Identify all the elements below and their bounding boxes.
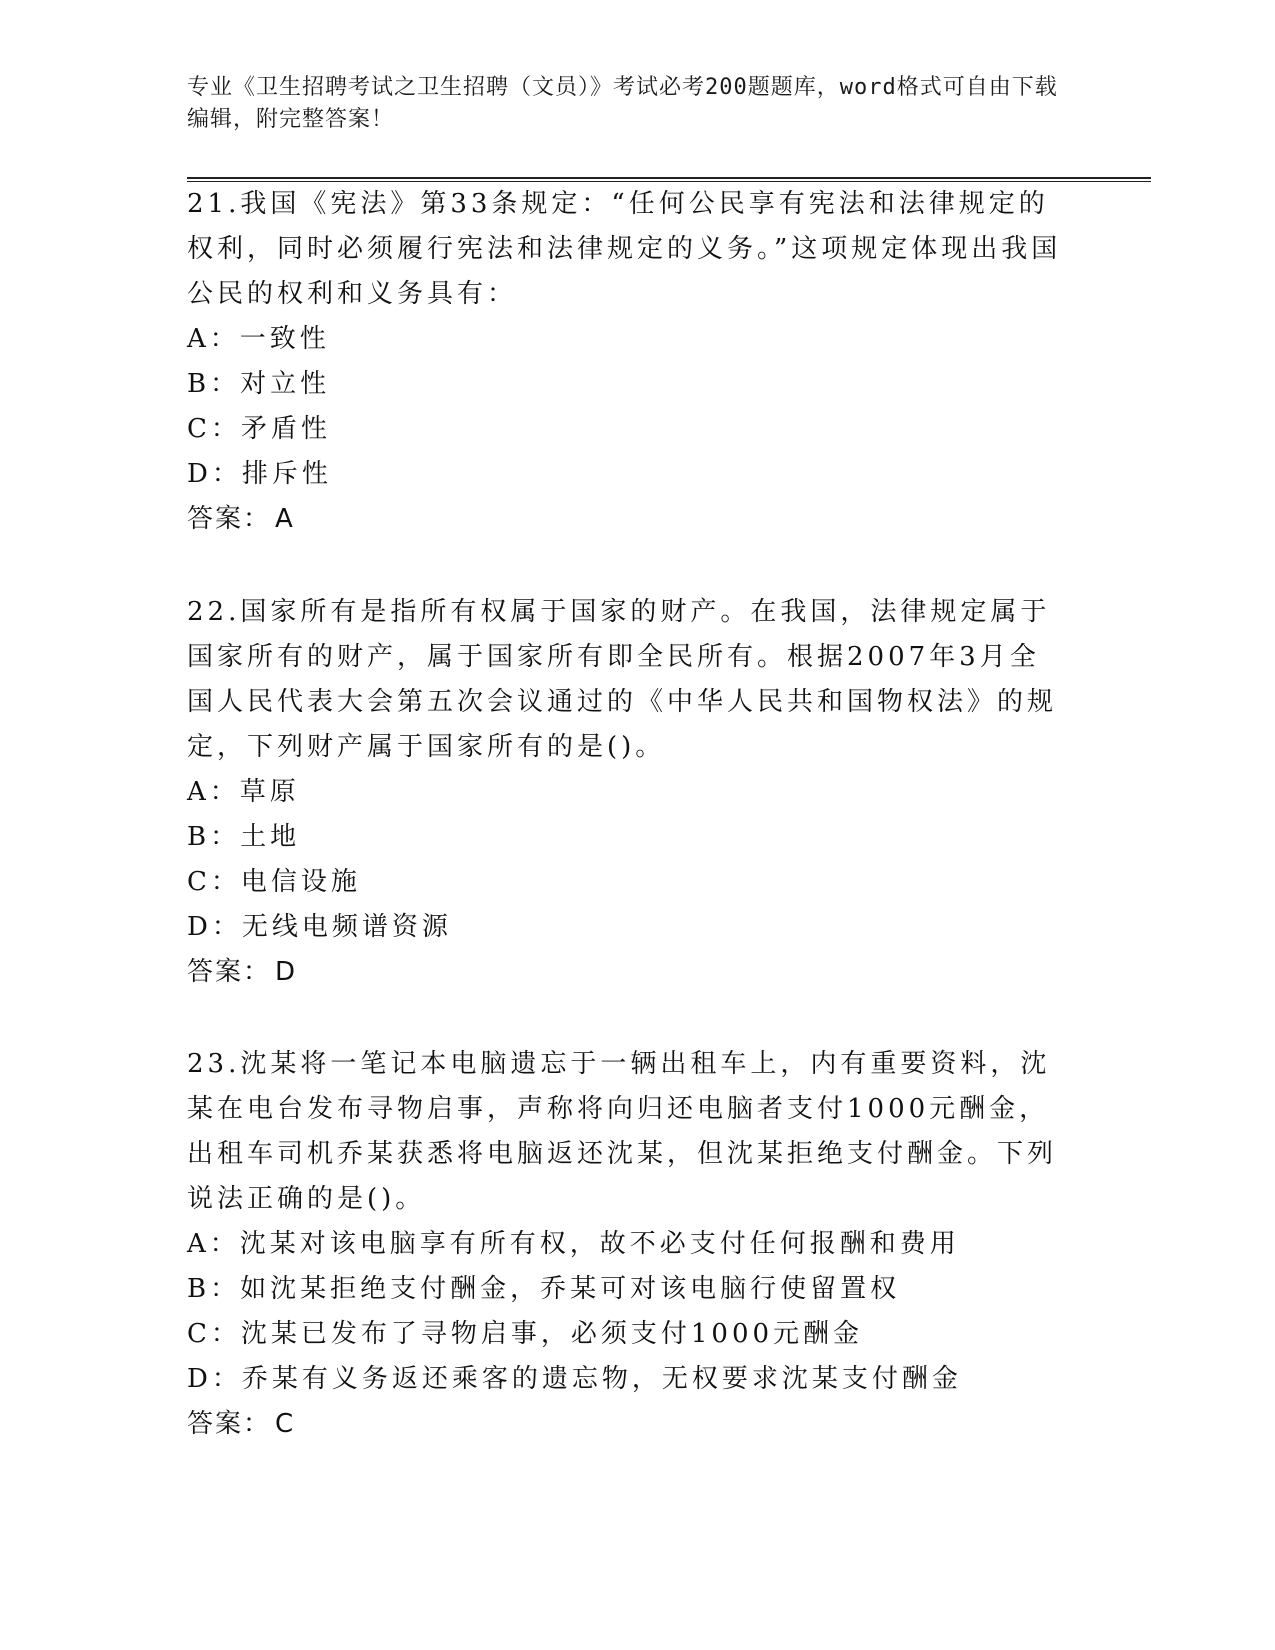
answer-value: D <box>275 957 298 987</box>
answer-value: A <box>275 504 295 534</box>
option-d: D：无线电频谱资源 <box>187 912 452 942</box>
answer-label: 答案： <box>187 504 272 534</box>
answer-value: C <box>275 1409 296 1439</box>
question-stem: 22.国家所有是指所有权属于国家的财产。在我国，法律规定属于国家所有的财产，属于国家所有即全民所有。根据2007年3月全国人民代表大会第五次会议通过的《中华人民共和国物权法》的规定，下列财产属于国家所有的是()。 <box>187 597 1058 762</box>
option-b: B：如沈某拒绝支付酬金，乔某可对该电脑行使留置权 <box>187 1274 901 1304</box>
answer-line <box>187 497 1067 542</box>
option-a: A：草原 <box>187 777 300 807</box>
option-a: A：沈某对该电脑享有所有权，故不必支付任何报酬和费用 <box>187 1229 960 1259</box>
option-a: A：一致性 <box>187 324 330 354</box>
option-d: D：乔某有义务返还乘客的遗忘物，无权要求沈某支付酬金 <box>187 1364 962 1394</box>
option-b: B：土地 <box>187 822 301 852</box>
question-stem: 21.我国《宪法》第33条规定：“任何公民享有宪法和法律规定的权利，同时必须履行宪法和法律规定的义务。”这项规定体现出我国公民的权利和义务具有： <box>187 189 1062 309</box>
answer-label: 答案： <box>187 957 272 987</box>
option-b: B：对立性 <box>187 369 331 399</box>
option-d: D：排斥性 <box>187 459 332 489</box>
document-header: 专业《卫生招聘考试之卫生招聘（文员）》考试必考200题题库，word格式可自由下载编辑，附完整答案！ <box>187 75 1058 132</box>
answer-line <box>187 950 1067 995</box>
answer-line <box>187 1402 1067 1447</box>
question-23 <box>187 1042 1067 1447</box>
question-21 <box>187 182 1067 542</box>
question-stem: 23.沈某将一笔记本电脑遗忘于一辆出租车上，内有重要资料，沈某在电台发布寻物启事，声称将向归还电脑者支付1000元酬金，出租车司机乔某获悉将电脑返还沈某，但沈某拒绝支付酬金。下列说法正确的是()。 <box>187 1049 1058 1214</box>
option-c: C：矛盾性 <box>187 414 331 444</box>
option-c: C：电信设施 <box>187 867 361 897</box>
option-c: C：沈某已发布了寻物启事，必须支付1000元酬金 <box>187 1319 864 1349</box>
answer-label: 答案： <box>187 1409 272 1439</box>
question-22 <box>187 590 1067 995</box>
